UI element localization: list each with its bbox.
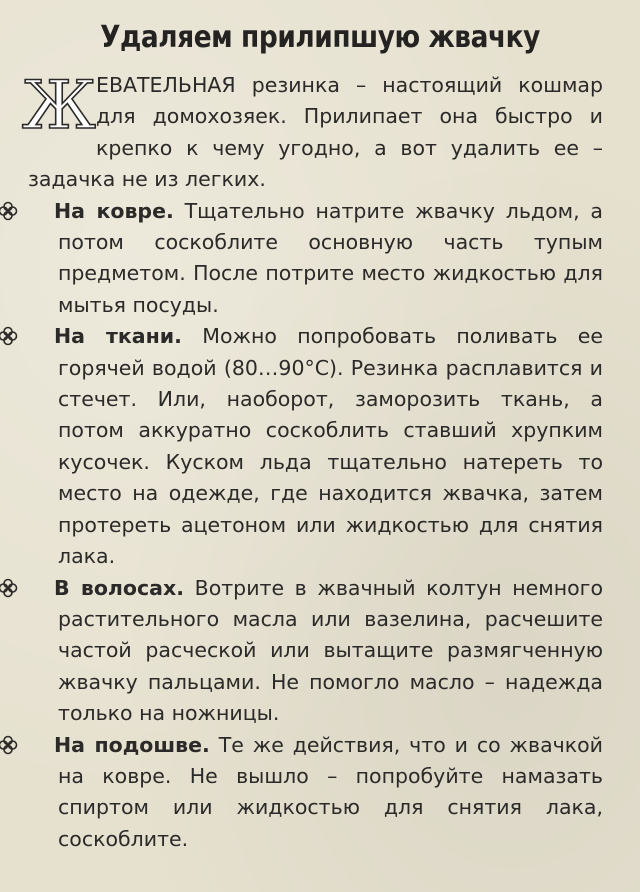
item-text: Те же действия, что и со жвачкой на ковре. Не вышло – попробуйте намазать спиртом или жидкостью для снятия лака, соскоблите. [58,732,604,851]
list-item [28,573,603,730]
item-label: На ткани. [54,324,182,349]
list-item [28,321,603,572]
item-text: Вотрите в жвачный колтун немного растительного масла или вазелина, расчешите частой расческой или вытащите размягченную жвачку пальцами. Не помогло масло – надежда только на ножницы. [58,575,603,726]
item-text: Можно попробовать поливать ее горячей водой (80…90°С). Резинка расплавится и стечет. Или, наоборот, заморозить ткань, а потом аккуратно соскоблить ставший хрупким кусочек. Куском льда тщательно натереть то место на одежде, где находится жвачка, затем протереть ацетоном или жидкостью для снятия лака. [58,324,603,569]
article-title: Удаляем прилипшую жвачку [100,20,540,55]
intro-text: ЕВАТЕЛЬНАЯ резинка – настоящий кошмар для домохозяек. Прилипает она быстро и крепко к чему угодно, а вот удалить ее – задачка не из легких. [28,73,603,192]
item-text: Тщательно натрите жвачку льдом, а потом соскоблите основную часть тупым предметом. После потрите место жидкостью для мытья посуды. [58,198,603,317]
list-item [28,196,603,322]
list-item [28,730,603,856]
item-label: В волосах. [54,575,185,600]
clover-bullet-icon [28,321,54,352]
item-label: На подошве. [54,732,210,757]
clover-bullet-icon [28,573,54,604]
dropcap-letter: Ж [21,67,97,144]
clover-bullet-icon [28,196,54,227]
dropcap [21,67,97,144]
dropcap-glyph [21,67,97,144]
item-label: На ковре. [54,198,174,223]
article-body [21,67,604,855]
clover-bullet-icon [28,730,54,761]
intro-paragraph [21,67,603,196]
